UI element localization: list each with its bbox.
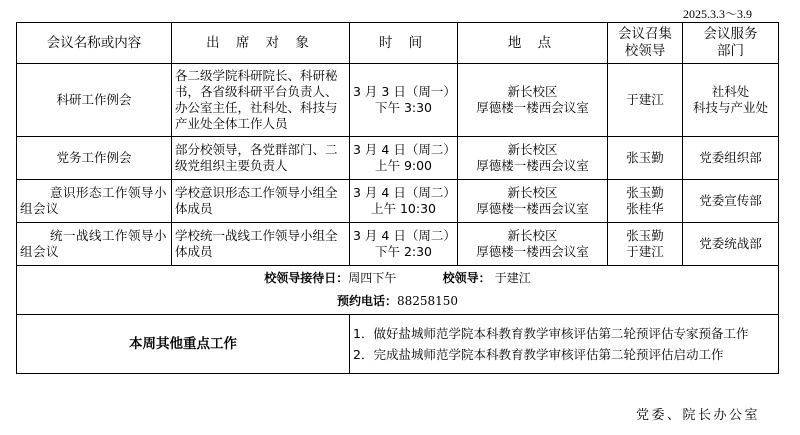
signature: 党委、院长办公室	[635, 408, 760, 423]
location-campus: 新长校区	[507, 142, 558, 157]
meeting-dept	[683, 223, 779, 266]
leader-name: 于建江	[626, 92, 664, 107]
location-campus: 新长校区	[507, 228, 558, 243]
leader-name: 于建江	[626, 244, 664, 259]
header-row	[17, 23, 779, 64]
meeting-location	[458, 137, 608, 180]
time-date: 3 月 4 日（周二）	[353, 228, 456, 243]
meeting-name: 统一战线工作领导小组会议	[17, 223, 172, 266]
location-room: 厚德楼一楼西会议室	[476, 244, 589, 259]
other-work-row	[17, 315, 779, 374]
reception-row	[17, 266, 779, 315]
date-range: 2025.3.3～3.9	[682, 7, 752, 21]
meeting-time	[350, 64, 458, 137]
location-campus: 新长校区	[507, 84, 558, 99]
reception-phone-value: 88258150	[396, 294, 459, 308]
dept-name: 党委组织部	[699, 150, 762, 165]
list-item: 1．做好盐城师范学院本科教育教学审核评估第二轮预评估专家预备工作	[353, 326, 749, 341]
reception-leader-label: 校领导：	[442, 271, 491, 285]
meeting-attendees: 各二级学院科研院长、科研秘书，各省级科研平台负责人、办公室主任，社科处、科技与产业处全体工作人员	[172, 64, 350, 137]
header-name: 会议名称或内容	[17, 23, 172, 64]
meeting-attendees: 学校意识形态工作领导小组全体成员	[172, 180, 350, 223]
leader-name: 张玉勤	[626, 228, 664, 243]
time-hour: 下午 2:30	[374, 244, 433, 259]
time-hour: 下午 3:30	[374, 100, 433, 115]
dept-name: 党委统战部	[699, 236, 762, 251]
reception-leader-value: 于建江	[494, 271, 531, 285]
meeting-name: 党务工作例会	[17, 137, 172, 180]
time-date: 3 月 4 日（周二）	[353, 142, 456, 157]
meeting-name: 意识形态工作领导小组会议	[17, 180, 172, 223]
meeting-time	[350, 223, 458, 266]
table-row	[17, 64, 779, 137]
table-row	[17, 223, 779, 266]
location-campus: 新长校区	[507, 185, 558, 200]
meeting-dept	[683, 137, 779, 180]
header-dept-line: 会议服务	[703, 26, 758, 42]
meeting-leader	[608, 180, 683, 223]
meeting-time	[350, 180, 458, 223]
meeting-name: 科研工作例会	[17, 64, 172, 137]
meeting-dept	[683, 180, 779, 223]
header-location: 地 点	[458, 23, 608, 64]
meeting-attendees: 学校统一战线工作领导小组全体成员	[172, 223, 350, 266]
dept-name: 党委宣传部	[699, 193, 762, 208]
dept-name: 科技与产业处	[692, 100, 768, 115]
other-work-list	[350, 315, 779, 374]
reception-day-label: 校领导接待日：	[264, 271, 349, 285]
meeting-attendees: 部分校领导，各党群部门、二级党组织主要负责人	[172, 137, 350, 180]
other-work-title: 本周其他重点工作	[17, 315, 350, 374]
header-time: 时 间	[350, 23, 458, 64]
meeting-dept	[683, 64, 779, 137]
location-room: 厚德楼一楼西会议室	[476, 201, 589, 216]
meeting-location	[458, 64, 608, 137]
time-hour: 上午 9:00	[374, 158, 433, 173]
time-date: 3 月 3 日（周一）	[353, 84, 456, 99]
meeting-time	[350, 137, 458, 180]
reception-info	[17, 266, 779, 315]
meeting-leader	[608, 223, 683, 266]
header-leader-line: 会议召集	[618, 26, 672, 42]
meeting-leader	[608, 64, 683, 137]
meeting-location	[458, 180, 608, 223]
list-item: 2．完成盐城师范学院本科教育教学审核评估第二轮预评估启动工作	[353, 347, 724, 362]
meeting-schedule-table	[16, 22, 779, 374]
table-row	[17, 137, 779, 180]
header-attendees: 出 席 对 象	[172, 23, 350, 64]
location-room: 厚德楼一楼西会议室	[476, 100, 589, 115]
meeting-location	[458, 223, 608, 266]
reception-phone-label: 预约电话：	[336, 294, 397, 308]
leader-name: 张玉勤	[626, 185, 664, 200]
header-dept-line: 部门	[717, 43, 744, 59]
reception-day-value: 周四下午	[348, 271, 397, 285]
location-room: 厚德楼一楼西会议室	[476, 158, 589, 173]
leader-name: 张玉勤	[626, 150, 664, 165]
leader-name: 张桂华	[626, 201, 664, 216]
table-row	[17, 180, 779, 223]
header-leader	[608, 23, 683, 64]
dept-name: 社科处	[711, 84, 750, 99]
header-leader-line: 校领导	[624, 43, 666, 59]
meeting-leader	[608, 137, 683, 180]
time-date: 3 月 4 日（周二）	[353, 185, 456, 200]
header-dept	[683, 23, 779, 64]
time-hour: 上午 10:30	[371, 201, 436, 216]
